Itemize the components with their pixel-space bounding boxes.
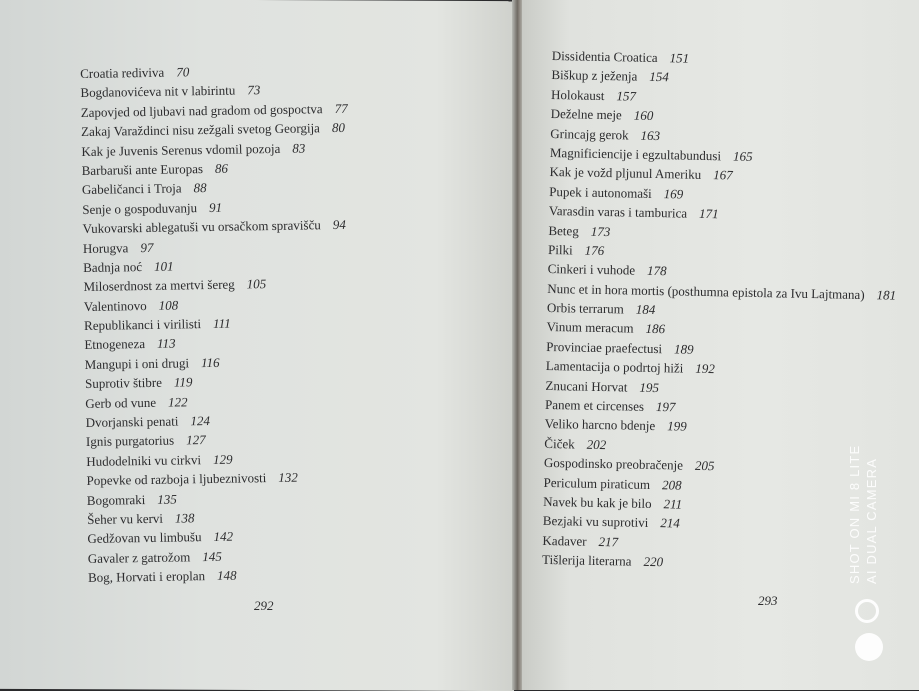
- toc-entry-page: 111: [212, 315, 231, 332]
- toc-entry-title: Valentinovo: [83, 297, 147, 314]
- toc-entry-title: Veliko harcno bdenje: [544, 416, 656, 434]
- toc-entry-title: Kak je vožd pljunul Ameriku: [549, 164, 702, 183]
- toc-entry-page: 208: [661, 476, 682, 493]
- toc-entry-page: 176: [584, 242, 605, 258]
- toc-entry-title: Holokaust: [550, 86, 605, 103]
- toc-entry-title: Biškup z ježenja: [551, 67, 638, 85]
- toc-entry-title: Orbis terrarum: [546, 300, 624, 317]
- toc-entry-title: Dissidentia Croatica: [551, 47, 658, 66]
- toc-entry-page: 157: [616, 88, 637, 104]
- toc-entry-title: Gavaler z gatrožom: [87, 549, 191, 566]
- toc-entry-title: Zakaj Varaždinci nisu zežgali svetog Georgija: [80, 120, 321, 140]
- toc-entry-page: 197: [655, 399, 676, 415]
- toc-entry-title: Gedžovan vu limbušu: [87, 529, 202, 547]
- toc-entry-title: Badnja noć: [83, 258, 143, 275]
- toc-entry-page: 105: [246, 276, 267, 292]
- toc-entry-title: Horugva: [82, 239, 129, 256]
- watermark-line-1: SHOT ON MI 8 LITE: [847, 444, 862, 584]
- toc-entry-title: Zapovjed od ljubavi nad gradom od gospoctva: [80, 100, 323, 120]
- toc-entry-title: Etnogeneza: [84, 336, 146, 353]
- toc-entry-title: Dvorjanski penati: [85, 413, 179, 430]
- toc-entry-page: 86: [214, 160, 229, 176]
- toc-entry-page: 108: [158, 297, 179, 313]
- toc-entry-page: 163: [640, 127, 661, 143]
- toc-entry-page: 73: [247, 82, 261, 98]
- toc-entry-page: 173: [590, 223, 611, 239]
- toc-entry-title: Beteg: [548, 222, 579, 239]
- toc-entry-page: 132: [278, 469, 298, 486]
- toc-entry-page: 97: [140, 239, 154, 255]
- camera-dot-icon: [855, 633, 883, 661]
- toc-entry-page: 192: [695, 361, 716, 377]
- toc-entry-title: Panem et circenses: [544, 396, 645, 414]
- toc-entry-page: 186: [645, 321, 666, 337]
- toc-entry-title: Senje o gospoduvanju: [82, 199, 198, 217]
- toc-entry-page: 189: [673, 341, 694, 357]
- toc-entry-page: 77: [334, 100, 348, 116]
- toc-entry-title: Periculum piraticum: [543, 474, 651, 492]
- toc-entry-title: Šeher vu kervi: [87, 510, 164, 527]
- toc-entry-page: 181: [876, 286, 897, 303]
- toc-entry-title: Gabeličanci i Troja: [81, 180, 182, 198]
- toc-entry-page: 145: [202, 548, 222, 564]
- toc-entry-title: Bogdanovićeva nit v labirintu: [80, 82, 236, 101]
- toc-entry-page: 83: [292, 140, 306, 156]
- toc-entry-page: 160: [633, 107, 654, 124]
- toc-entry-page: 91: [208, 199, 223, 215]
- camera-ring-icon: [855, 599, 879, 623]
- toc-entry-title: Popevke od razboja i ljubeznivosti: [86, 470, 267, 489]
- toc-entry-title: Miloserdnost za mertvi šereg: [83, 276, 235, 295]
- toc-entry-title: Barbaruši ante Europas: [81, 161, 204, 178]
- toc-entry-title: Bog, Horvati i eroplan: [87, 568, 206, 586]
- toc-entry-title: Vukovarski ablegatuši vu orsačkom spravišču: [82, 217, 321, 237]
- right-page-number: 293: [758, 593, 778, 608]
- toc-entry-page: 205: [694, 458, 715, 474]
- toc-entry-page: 184: [635, 301, 656, 318]
- toc-entry-title: Cinkeri i vuhode: [547, 261, 636, 278]
- toc-entry-page: 202: [586, 436, 607, 452]
- toc-entry-page: 94: [332, 216, 346, 233]
- toc-entry-title: Bogomraki: [86, 491, 146, 508]
- toc-entry-title: Vinum meracum: [546, 319, 634, 337]
- toc-entry-page: 195: [639, 379, 660, 395]
- toc-entry-page: 169: [663, 185, 684, 202]
- toc-entry-page: 122: [167, 393, 188, 410]
- left-page-number: 292: [254, 598, 274, 613]
- toc-entry-title: Pupek i autonomaši: [549, 183, 652, 201]
- toc-entry-page: 171: [698, 205, 719, 222]
- toc-entry-title: Tišlerija literarna: [541, 552, 632, 569]
- toc-entry-title: Provinciae praefectusi: [546, 338, 663, 357]
- toc-entry-title: Bezjaki vu suprotivi: [542, 513, 649, 531]
- toc-entry-page: 113: [156, 336, 176, 352]
- toc-entry-page: 199: [667, 418, 687, 435]
- watermark-line-2: AI DUAL CAMERA: [864, 457, 879, 584]
- toc-entry-title: Kadaver: [542, 532, 587, 549]
- toc-entry-page: 80: [331, 120, 346, 136]
- toc-entry-page: 127: [186, 432, 206, 448]
- toc-entry-page: 129: [212, 451, 233, 467]
- toc-entry-title: Republikanci i virilisti: [83, 316, 202, 334]
- toc-entry-title: Gerb od vune: [85, 394, 157, 411]
- toc-entry-page: 165: [732, 148, 753, 164]
- toc-entry-title: Znucani Horvat: [545, 377, 628, 395]
- toc-entry-page: 124: [190, 413, 211, 429]
- toc-entry-title: Varasdin varas i tamburica: [548, 203, 688, 221]
- toc-entry-title: Lamentacija o podrtoj hiži: [545, 358, 684, 376]
- toc-entry-title: Navek bu kak je bilo: [543, 493, 652, 511]
- toc-entry-page: 148: [216, 567, 237, 584]
- toc-entry-title: Ignis purgatorius: [85, 432, 175, 450]
- toc-entry-page: 135: [157, 491, 177, 507]
- toc-entry-page: 70: [176, 64, 190, 80]
- left-toc-list: [80, 60, 355, 588]
- toc-entry-page: 214: [660, 515, 680, 531]
- toc-entry-page: 138: [174, 510, 195, 526]
- toc-entry-title: Suprotiv štibre: [84, 375, 163, 392]
- toc-entry-title: Pilki: [547, 241, 573, 258]
- toc-entry-title: Nunc et in hora mortis (posthumna epistola za Ivu Lajtmana): [547, 280, 865, 302]
- toc-entry-page: 154: [649, 69, 669, 85]
- toc-entry-page: 211: [663, 496, 683, 512]
- toc-entry-title: Deželne meje: [550, 106, 622, 123]
- toc-entry-title: Čiček: [544, 435, 575, 452]
- toc-entry-page: 151: [669, 50, 690, 66]
- toc-entry-title: Croatia rediviva: [80, 64, 165, 81]
- toc-entry-page: 217: [598, 533, 619, 550]
- toc-entry-page: 220: [643, 554, 664, 570]
- toc-entry-page: 119: [173, 374, 193, 390]
- toc-entry-title: Gospodinsko preobračenje: [543, 455, 684, 473]
- toc-entry-title: Kak je Juvenis Serenus vdomil pozoja: [81, 140, 281, 159]
- toc-entry-page: 101: [153, 258, 174, 274]
- toc-entry-title: Mangupi i oni drugi: [84, 355, 190, 372]
- toc-entry-title: Magnificiencije i egzultabundusi: [549, 144, 722, 164]
- camera-watermark: [846, 445, 880, 584]
- toc-entry-page: 116: [200, 354, 220, 370]
- toc-entry-page: 167: [713, 167, 733, 183]
- toc-entry-title: Hudodelniki vu cirkvi: [86, 451, 202, 469]
- toc-entry-page: 178: [646, 263, 667, 279]
- toc-entry-page: 142: [213, 529, 234, 545]
- toc-entry-title: Grincajg gerok: [550, 125, 629, 143]
- toc-entry-page: 88: [193, 180, 207, 196]
